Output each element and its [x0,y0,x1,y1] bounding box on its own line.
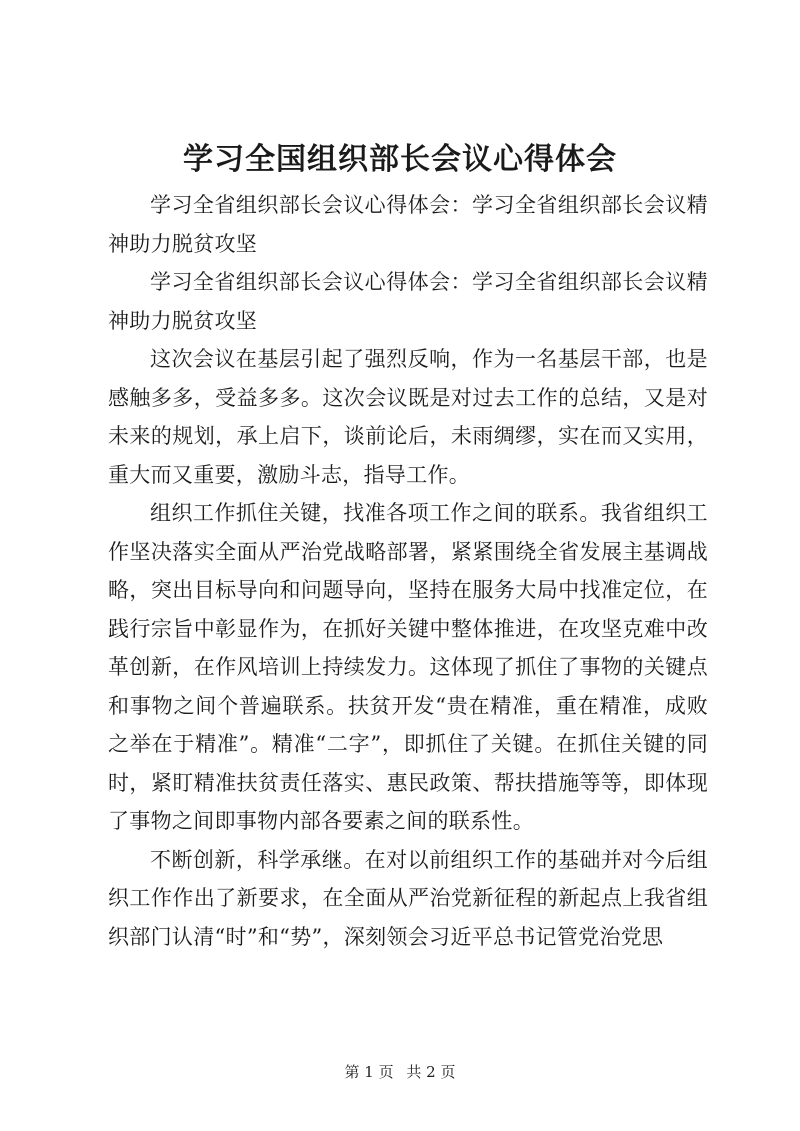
paragraph-innovation: 不断创新，科学承继。在对以前组织工作的基础并对今后组织工作作出了新要求，在全面从严治党新征程的新起点上我省组织部门认清“时”和“势”，深刻领会习近平总书记管党治党思 [108,847,708,949]
page-number: 第 1 页 [344,1063,394,1081]
document-body [108,186,708,956]
paragraph-subtitle-2: 学习全省组织部长会议心得体会：学习全省组织部长会议精神助力脱贫攻坚 [108,270,708,333]
paragraph-subtitle-1: 学习全省组织部长会议心得体会：学习全省组织部长会议精神助力脱贫攻坚 [108,193,708,256]
document-title: 学习全国组织部长会议心得体会 [183,142,617,177]
paragraph-meeting-response: 这次会议在基层引起了强烈反响，作为一名基层干部，也是感触多多，受益多多。这次会议既是对过去工作的总结，又是对未来的规划，承上启下，谈前论后，未雨绸缪，实在而又实用，重大而又重要，激励斗志，指导工作。 [108,347,708,487]
paragraph-key-work: 组织工作抓住关键，找准各项工作之间的联系。我省组织工作坚决落实全面从严治党战略部署，紧紧围绕全省发展主基调战略，突出目标导向和问题导向，坚持在服务大局中找准定位，在践行宗旨中彰显作为，在抓好关键中整体推进，在攻坚克难中改革创新，在作风培训上持续发力。这体现了抓住了事物的关键点和事物之间个普遍联系。扶贫开发“贵在精准，重在精准，成败之举在于精准”。精准“二字”，即抓住了关键。在抓住关键的同时，紧盯精准扶贫责任落实、惠民政策、帮扶措施等等，即体现了事物之间即事物内部各要素之间的联系性。 [108,501,708,833]
page-footer [0,1062,800,1082]
page-total: 共 2 页 [406,1063,456,1081]
